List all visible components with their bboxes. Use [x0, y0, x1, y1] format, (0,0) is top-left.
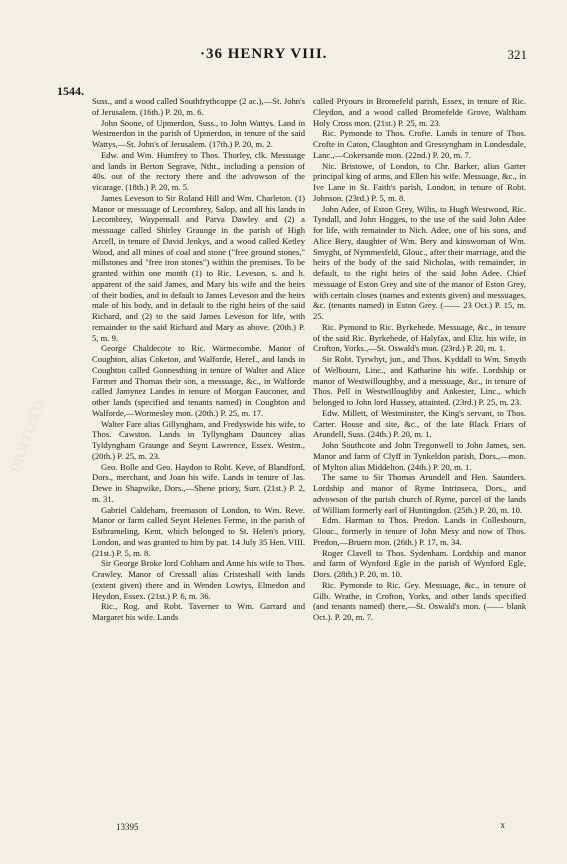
running-title: ·36 HENRY VIII. [200, 46, 328, 62]
entry-paragraph: Ric. Pymonde to Thos. Crofte. Lands in tenure of Thos. Crofte in Caton, Claughton and Gressyngham in Londesdale, Lanc.,—Cokersande mon. (22nd.) P. 20, m. 7. [313, 128, 526, 160]
entry-paragraph: Sir George Broke lord Cobham and Anne his wife to Thos. Crawley. Manor of Cressall alias Cristeshall with lands (extent given) there and in Wenden Lowtys, Elmedon and Heydon, Essex. (21st.) P. 6, m. 36. [92, 558, 305, 601]
right-column [313, 96, 526, 623]
entry-paragraph: The same to Sir Thomas Arundell and Hen. Saunders. Lordship and manor of Ryme Intrinseca, Dors., and advowson of the parish church of Ryme, parcel of the lands of William formerly earl of Huntingdon. (25th.) P. 20, m. 10. [313, 472, 526, 515]
year-marginal: 1544. [57, 84, 84, 98]
entry-paragraph: Ric. Pymond to Ric. Byrkehede. Messuage, &c., in tenure of the said Ric. Byrkehede, of Halyfax, and Eliz. his wife, in Crofton, Yorks.,—St. Oswald's mon. (23rd.) P. 20, m. 1. [313, 321, 526, 354]
entry-paragraph: Suss., and a wood called Southfrythcoppe (2 ac.),—St. John's of Jerusalem. (16th.) P. 20, m. 6. [92, 96, 305, 117]
entry-paragraph: Gabriel Caldeham, freemason of London, to Wm. Reve. Manor or farm called Seynt Helenes Ferme, in the parish of Estbrameling, Kent, which belonged to St. Helen's priory, London, and was granted to him by pat. 14 July 35 Hen. VIII. (21st.) P. 5, m. 8. [92, 504, 305, 558]
entry-paragraph: Ric. Pymonde to Ric. Gey. Messuage, &c., in tenure of Gilb. Wrathe, in Crofton, Yorks, and other lands specified (and tenants named) there,—St. Oswald's mon. (—— blank Oct.). P. 20, m. 7. [313, 579, 526, 622]
entry-paragraph: John Adee, of Eston Grey, Wilts, to Hugh Westwood, Ric. Tyndall, and John Hogges, to the use of the said John Adee for life, with remainder to Nich. Adee, one of his sons, and Alice Bery, daughter of Wm. Bery and kinswoman of Wm. Smyght, of Nymmesfeld, Glouc., after their marriage, and the heirs of the body of the said Nicholas, with remainder, in default, to the right heirs of the said John Adee. Chief messuage of Eston Grey and site of the manor of Eston Grey, with certain closes (names and extents given) and messuages, &c. (tenants named) in Eston Grey. (—— 23 Oct.) P. 15, m. 25. [313, 203, 526, 321]
footer-mark: x [500, 820, 507, 830]
entry-paragraph: called Pryours in Bromefeld parish, Essex, in tenure of Ric. Cleydon, and a wood called Bromefelde Grove, Waltham Holy Cross mon. (21st.) P. 25, m. 23. [313, 96, 526, 128]
signature-mark: 13395 [116, 822, 139, 832]
entry-paragraph: Sir Robt. Tyrwhyt, jun., and Thos. Kyddall to Wm. Smyth of Welbourn, Linc., and Katharine his wife. Lordship or manor of Westwilloughby, and a messuage, &c., in tenure of Thos. Pell in Westwilloughby and Ankester, Linc., which belonged to John lord Hussey, attainted. (23rd.) P. 25, m. 23. [313, 354, 526, 407]
watermark: DIGITIZED [8, 399, 48, 476]
entry-paragraph: James Leveson to Sir Roland Hill and Wm. Charleton. (1) Manor or messuage of Lecombrey, Salop, and all his lands in Lecombrey, Waypensall and Parva Dawley and (2) a messuage called Shirley Graunge in the parish of High Arcell, in tenure of David Jenkys, and a wood called Ketley Wood, and all mines of coal and stone ("free ground stones," millstones and "free iron stones") within the premises. To be granted within one month (1) to Ric. Leveson, s. and h. apparent of the said James, and Mary his wife and the heirs of their bodies, and in default to James Leveson and the heirs male of his body, and in default to the right heirs of the said Richard, and (2) to the said James Leveson for life, with remainder to the said Richard and Mary as above. (20th.) P. 5, m. 9. [92, 192, 305, 343]
entry-paragraph: Walter Fare alias Gillyngham, and Fredyswide his wife, to Thos. Cawston. Lands in Tyllyngham Dauncey alias Tyldyngham Graunge and Seynt Lawrence, Essex. Westm., (20th.) P. 25, m. 23. [92, 418, 305, 461]
entry-paragraph: John Southcote and John Tregonwell to John James, sen. Manor and farm of Clyff in Tynkeldon parish, Dors.,—mon. of Mylton alias Middelton. (24th.) P. 20, m. 1. [313, 440, 526, 472]
entry-paragraph: Geo. Bolle and Geo. Haydon to Robt. Keve, of Blandford, Dors., merchant, and Joan his wife. Lands in tenure of Jas. Dewe in Shapwike, Dors.,—Shene priory, Surr. (21st.) P. 2, m. 31. [92, 461, 305, 504]
left-column [92, 96, 305, 623]
entry-paragraph: Roger Clavell to Thos. Sydenham. Lordship and manor and farm of Wynford Egle in the parish of Wynford Egle, Dors. (28th.) P. 20, m. 10. [313, 547, 526, 579]
entry-paragraph: Edm. Harman to Thos. Predon. Lands in Collesbourn, Glouc., formerly in tenure of John Mesy and now of Thos. Predon,—Bruern mon. (26th.) P. 17, m. 34. [313, 515, 526, 547]
entry-paragraph: Nic. Bristowe, of London, to Chr. Barker, alias Garter principal king of arms, and Ellen his wife. Messuage, &c., in Ive Lane in St. Faith's parish, London, in tenure of Robt. Johnson. (23rd.) P. 5, m. 8. [313, 160, 526, 203]
entry-paragraph: John Soone, of Upmerdon, Suss., to John Wattys. Land in Westmerdon in the parish of Upmerdon, in tenure of the said Wattys,—St. John's of Jerusalem. (17th.) P. 20, m. 2. [92, 117, 305, 149]
entry-paragraph: Edw. Millett, of Westminster, the King's servant, to Thos. Carter. House and site, &c., of the late Black Friars of Arundell, Suss. (24th.) P. 20, m. 1. [313, 407, 526, 440]
running-header [0, 46, 567, 66]
entry-paragraph: Edw. and Wm. Humfrey to Thos. Thorley, clk. Messuage and lands in Berton Segrave, Ntht., including a pension of 40s. out of the rectory there and the advowson of the vicarage. (18th.) P. 20, m. 5. [92, 149, 305, 192]
entry-paragraph: George Chaldecote to Ric. Warmecombe. Manor of Coughton, alias Coketon, and Walforde, Heref., and lands in Coughton called Gonnesthing in tenure of Walter and Alice Farmer and Thomas their son, a messuage, &c., in Walforde called Jamynez Landes in tenure of Morgan Fauconer, and other lands (specified and tenants named) in Coughton and Walforde,—Wormesley mon. (20th.) P. 25, m. 17. [92, 343, 305, 418]
page-number: 321 [507, 47, 527, 62]
entry-paragraph: Ric., Rog. and Robt. Taverner to Wm. Garrard and Margaret his wife. Lands [92, 601, 305, 622]
